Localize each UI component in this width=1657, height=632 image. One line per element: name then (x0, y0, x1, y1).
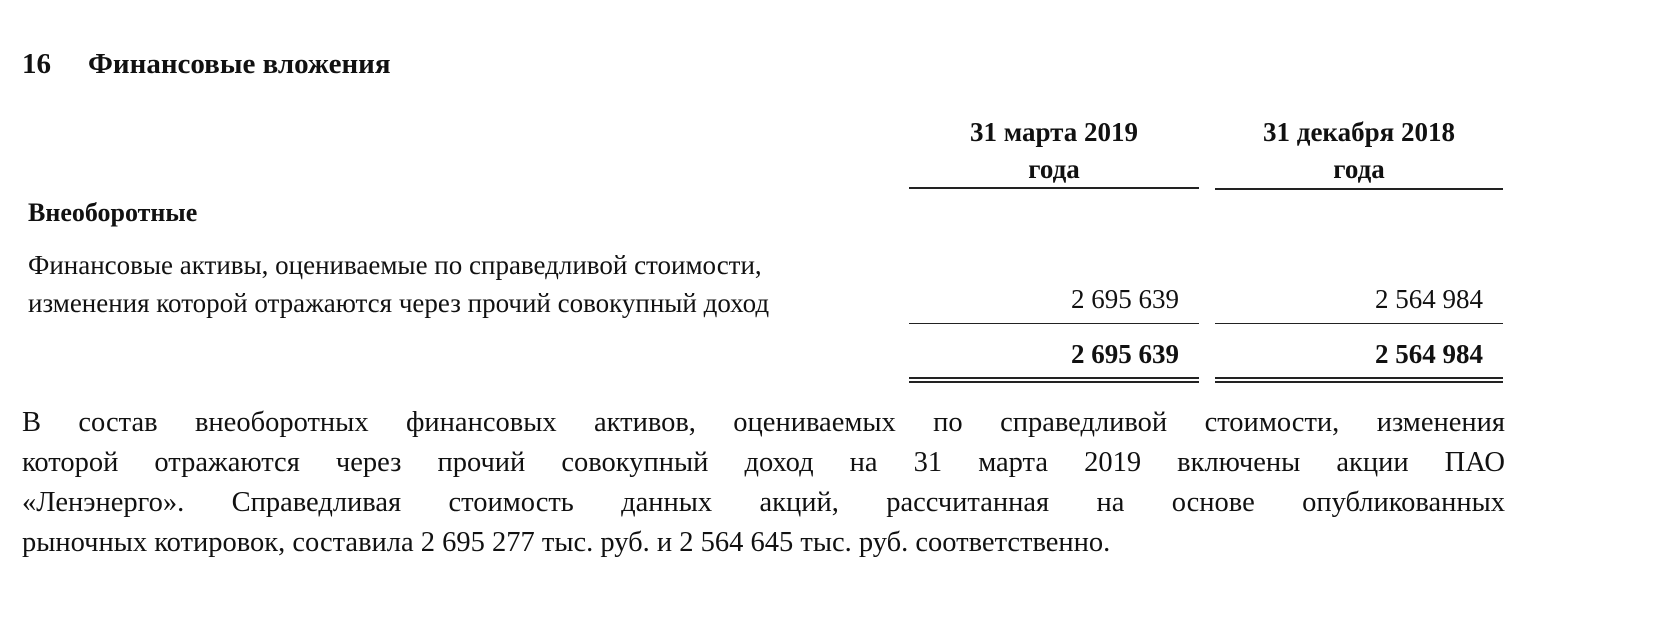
subtotal-rule (909, 323, 1199, 324)
header-underline (1215, 188, 1503, 190)
group-label-noncurrent: Внеоборотные (28, 198, 198, 227)
paragraph-line: «Ленэнерго». Справедливая стоимость данных акций, рассчитанная на основе опубликованных (22, 487, 1505, 518)
section-title: Финансовые вложения (88, 48, 391, 80)
subtotal-rule (1215, 323, 1503, 324)
row-value-december-2018: 2 564 984 (1375, 284, 1483, 314)
row-value-march-2019: 2 695 639 (1071, 284, 1179, 314)
total-double-rule-top (1215, 377, 1503, 379)
paragraph-line: В состав внеоборотных финансовых активов, оцениваемых по справедливой стоимости, изменения (22, 407, 1505, 438)
total-march-2019: 2 695 639 (1071, 339, 1179, 369)
column-header-line2: года (1028, 154, 1080, 184)
row-label (28, 246, 769, 322)
column-header-line1: 31 декабря 2018 (1263, 117, 1455, 147)
explanatory-paragraph (22, 403, 1505, 563)
total-double-rule-bottom (909, 381, 1199, 383)
row-label-line2: изменения которой отражаются через прочий совокупный доход (28, 288, 770, 318)
section-heading (22, 48, 391, 81)
row-label-line1: Финансовые активы, оцениваемые по справедливой стоимости, (28, 250, 762, 280)
column-header-december-2018 (1215, 114, 1503, 188)
column-header-line1: 31 марта 2019 (970, 117, 1138, 147)
total-double-rule-top (909, 377, 1199, 379)
header-underline (909, 187, 1199, 189)
column-header-line2: года (1333, 154, 1385, 184)
total-double-rule-bottom (1215, 381, 1503, 383)
column-header-march-2019 (909, 114, 1199, 188)
section-number: 16 (22, 48, 51, 80)
paragraph-line: рыночных котировок, составила 2 695 277 тыс. руб. и 2 564 645 тыс. руб. соответственно. (22, 527, 1111, 558)
total-december-2018: 2 564 984 (1375, 339, 1483, 369)
paragraph-line: которой отражаются через прочий совокупный доход на 31 марта 2019 включены акции ПАО (22, 447, 1505, 478)
